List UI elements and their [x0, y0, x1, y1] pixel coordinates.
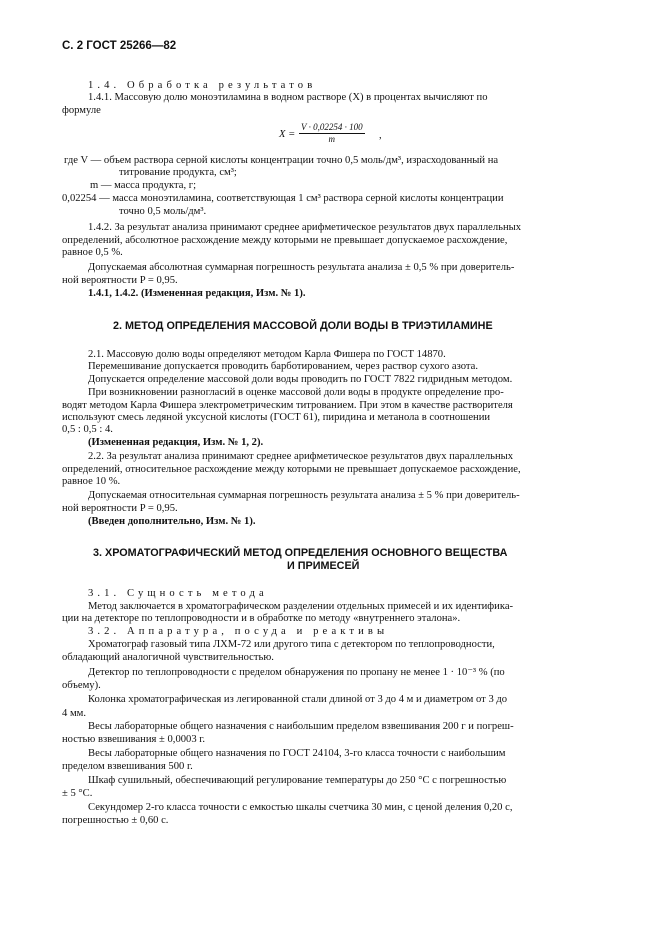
paragraph-line: Шкаф сушильный, обеспечивающий регулирование температуры до 250 °С с погрешностью: [88, 775, 507, 786]
section-title-3: 3. ХРОМАТОГРАФИЧЕСКИЙ МЕТОД ОПРЕДЕЛЕНИЯ ОСНОВНОГО ВЕЩЕСТВА: [93, 547, 508, 559]
paragraph-line: Перемешивание допускается проводить барботированием, через раствор сухого азота.: [88, 361, 479, 372]
where-line: точно 0,5 моль/дм³.: [119, 206, 207, 217]
where-line: где V — объем раствора серной кислоты концентрации точно 0,5 моль/дм³, израсходованный на: [64, 155, 499, 166]
paragraph-line: обладающий аналогичной чувствительностью.: [62, 652, 274, 663]
paragraph-line: ной вероятности P = 0,95.: [62, 275, 178, 286]
formula-numerator: V · 0,02254 · 100: [301, 122, 363, 132]
paragraph-line: Весы лабораторные общего назначения с наибольшим пределом взвешивания 200 г и погреш-: [88, 721, 514, 732]
paragraph-line: Допускается определение массовой доли воды проводить по ГОСТ 7822 гидридным методом.: [88, 374, 513, 385]
paragraph-line: 0,5 : 0,5 : 4.: [62, 424, 113, 435]
section-title-2: 2. МЕТОД ОПРЕДЕЛЕНИЯ МАССОВОЙ ДОЛИ ВОДЫ В ТРИЭТИЛАМИНЕ: [113, 320, 493, 332]
edition-note: (Введен дополнительно, Изм. № 1).: [88, 516, 256, 527]
paragraph-line: Хроматограф газовый типа ЛХМ-72 или другого типа с детектором по теплопроводности,: [88, 639, 495, 650]
formula-tail: ,: [379, 130, 382, 141]
paragraph-line: Весы лабораторные общего назначения по ГОСТ 24104, 3-го класса точности с наибольшим: [88, 748, 506, 759]
paragraph-line: При возникновении разногласий в оценке массовой доли воды в продукте определение про-: [88, 387, 504, 398]
edition-note: (Измененная редакция, Изм. № 1, 2).: [88, 437, 264, 448]
where-line: m — масса продукта, г;: [90, 180, 197, 191]
subsection-heading-3-2: 3.2. Аппаратура, посуда и реактивы: [88, 626, 389, 637]
paragraph-line: ± 5 °С.: [62, 788, 93, 799]
where-line: 0,02254 — масса моноэтиламина, соответствующая 1 см³ раствора серной кислоты концентрации: [62, 193, 504, 204]
paragraph-line: равное 0,5 %.: [62, 247, 123, 258]
paragraph-line: 4 мм.: [62, 708, 87, 719]
paragraph-line: равное 10 %.: [62, 476, 121, 487]
paragraph-line: ции на детекторе по теплопроводности и в обработке по методу «внутреннего эталона».: [62, 613, 461, 624]
edition-note: 1.4.1, 1.4.2. (Измененная редакция, Изм. № 1).: [88, 288, 306, 299]
section-title-3-cont: И ПРИМЕСЕЙ: [287, 560, 360, 572]
paragraph-line: 1.4.1. Массовую долю моноэтиламина в водном растворе (Х) в процентах вычисляют по: [88, 92, 488, 103]
paragraph-line: ной вероятности P = 0,95.: [62, 503, 178, 514]
paragraph-line: пределом взвешивания 500 г.: [62, 761, 193, 772]
page-header: С. 2 ГОСТ 25266—82: [62, 40, 177, 52]
paragraph-line: Колонка хроматографическая из легированной стали длиной от 3 до 4 м и диаметром от 3 до: [88, 694, 508, 705]
paragraph-line: Метод заключается в хроматографическом разделении отдельных примесей и их идентифика-: [88, 601, 514, 612]
paragraph-line: погрешностью ± 0,60 с.: [62, 815, 169, 826]
paragraph-line: определений, абсолютное расхождение между которыми не превышает допускаемое расхождение,: [62, 235, 508, 246]
paragraph-line: используют смесь ледяной уксусной кислоты (ГОСТ 61), пиридина и метанола в соотношении: [62, 412, 491, 423]
formula-lhs: X =: [279, 129, 296, 140]
paragraph-line: 2.2. За результат анализа принимают среднее арифметическое результатов двух параллельных: [88, 451, 514, 462]
paragraph-line: Детектор по теплопроводности с пределом обнаружения по пропану не менее 1 · 10⁻³ % (по: [88, 667, 505, 678]
paragraph-line: определений, относительное расхождение между которыми не превышает допускаемое расхождение,: [62, 464, 521, 475]
subsection-heading-1-4: 1.4. Обработка результатов: [88, 80, 317, 91]
paragraph-line: объему).: [62, 680, 101, 691]
paragraph-line: Допускаемая относительная суммарная погрешность результата анализа ± 5 % при доверитель-: [88, 490, 520, 501]
where-line: титрование продукта, см³;: [119, 167, 237, 178]
subsection-heading-3-1: 3.1. Сущность метода: [88, 588, 268, 599]
paragraph-line: 2.1. Массовую долю воды определяют методом Карла Фишера по ГОСТ 14870.: [88, 349, 446, 360]
formula-fraction: [299, 122, 365, 144]
paragraph-line: Допускаемая абсолютная суммарная погрешность результата анализа ± 0,5 % при доверитель-: [88, 262, 515, 273]
paragraph-line: Секундомер 2-го класса точности с емкостью шкалы счетчика 30 мин, с ценой деления 0,20 с,: [88, 802, 513, 813]
paragraph-line: водят методом Карла Фишера электрометрическим титрованием. При этом в качестве растворителя: [62, 400, 513, 411]
formula-denominator: m: [328, 134, 336, 144]
paragraph-line: ностью взвешивания ± 0,0003 г.: [62, 734, 206, 745]
paragraph-line: формуле: [62, 105, 101, 116]
paragraph-line: 1.4.2. За результат анализа принимают среднее арифметическое результатов двух параллельных: [88, 222, 522, 233]
